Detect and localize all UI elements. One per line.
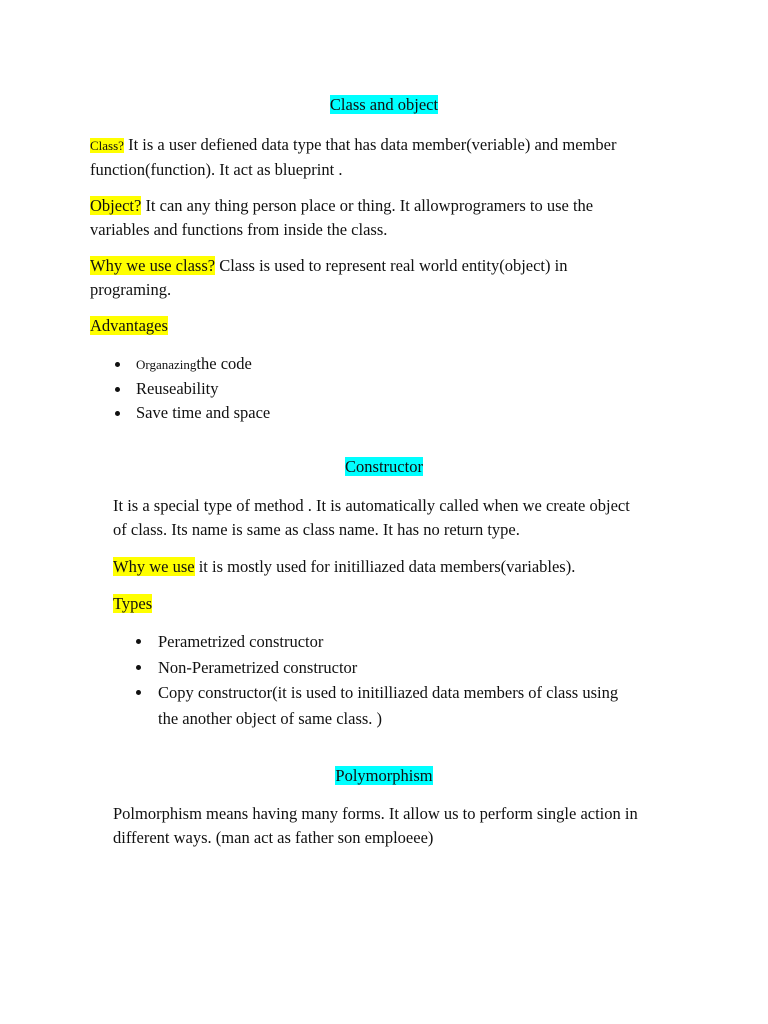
polymorphism-text-line-2: different ways. (man act as father son emploeee) xyxy=(113,828,434,847)
list-item xyxy=(136,352,270,377)
bullet-icon xyxy=(115,387,120,392)
polymorphism-text-line-1: Polmorphism means having many forms. It allow us to perform single action in xyxy=(113,804,638,823)
object-text-line-1: It can any thing person place or thing. It allowprogramers to use the xyxy=(141,196,594,215)
why-constructor-text: it is mostly used for initilliazed data members(variables). xyxy=(194,557,576,576)
types-label: Types xyxy=(113,594,153,613)
why-constructor-label: Why we use xyxy=(113,557,195,576)
object-definition-paragraph xyxy=(90,194,593,242)
constructor-type-text-continued: the another object of same class. ) xyxy=(158,708,383,728)
advantage-text: Reuseability xyxy=(136,379,219,398)
bullet-icon xyxy=(115,362,120,367)
list-item xyxy=(158,629,618,655)
why-constructor-paragraph xyxy=(113,555,575,579)
polymorphism-title: Polymorphism xyxy=(335,766,433,785)
why-class-text-line-2: programing. xyxy=(90,280,172,299)
constructor-title: Constructor xyxy=(345,457,423,476)
why-class-paragraph xyxy=(90,254,567,302)
constructor-type-text: Perametrized constructor xyxy=(158,632,324,651)
list-item xyxy=(136,377,270,401)
constructor-definition-paragraph xyxy=(113,494,630,542)
advantages-heading xyxy=(90,314,168,338)
constructor-type-text: Non-Perametrized constructor xyxy=(158,657,358,677)
class-label: Class? xyxy=(90,138,124,153)
class-and-object-title: Class and object xyxy=(329,95,439,114)
constructor-types-list xyxy=(158,629,618,731)
constructor-text-line-1: It is a special type of method . It is automatically called when we create object xyxy=(113,496,630,515)
constructor-heading xyxy=(0,457,768,477)
types-heading xyxy=(113,592,152,616)
polymorphism-heading xyxy=(0,766,768,786)
advantages-list xyxy=(136,352,270,425)
class-text-line-1: It is a user defiened data type that has data member(veriable) and member xyxy=(123,135,617,154)
class-definition-paragraph xyxy=(90,133,616,182)
constructor-text-line-2: of class. Its name is same as class name. It has no return type. xyxy=(113,520,520,539)
bullet-icon xyxy=(115,411,120,416)
class-and-object-heading xyxy=(0,95,768,115)
advantage-text: the code xyxy=(196,354,252,373)
advantages-label: Advantages xyxy=(90,316,168,335)
constructor-type-text: Copy constructor(it is used to initilliazed data members of class using xyxy=(158,683,619,702)
object-text-line-2: variables and functions from inside the class. xyxy=(90,220,388,239)
advantage-text: Save time and space xyxy=(136,403,271,422)
list-item xyxy=(158,680,618,731)
list-item xyxy=(136,401,270,425)
list-item xyxy=(158,655,618,681)
bullet-icon xyxy=(136,665,141,670)
advantage-small-text: Organazing xyxy=(136,357,197,372)
object-label: Object? xyxy=(90,196,142,215)
why-class-text-line-1: Class is used to represent real world entity(object) in xyxy=(215,256,568,275)
polymorphism-paragraph xyxy=(113,802,638,850)
why-class-label: Why we use class? xyxy=(90,256,216,275)
bullet-icon xyxy=(136,639,141,644)
class-text-line-2: function(function). It act as blueprint . xyxy=(90,160,343,179)
bullet-icon xyxy=(136,690,141,695)
